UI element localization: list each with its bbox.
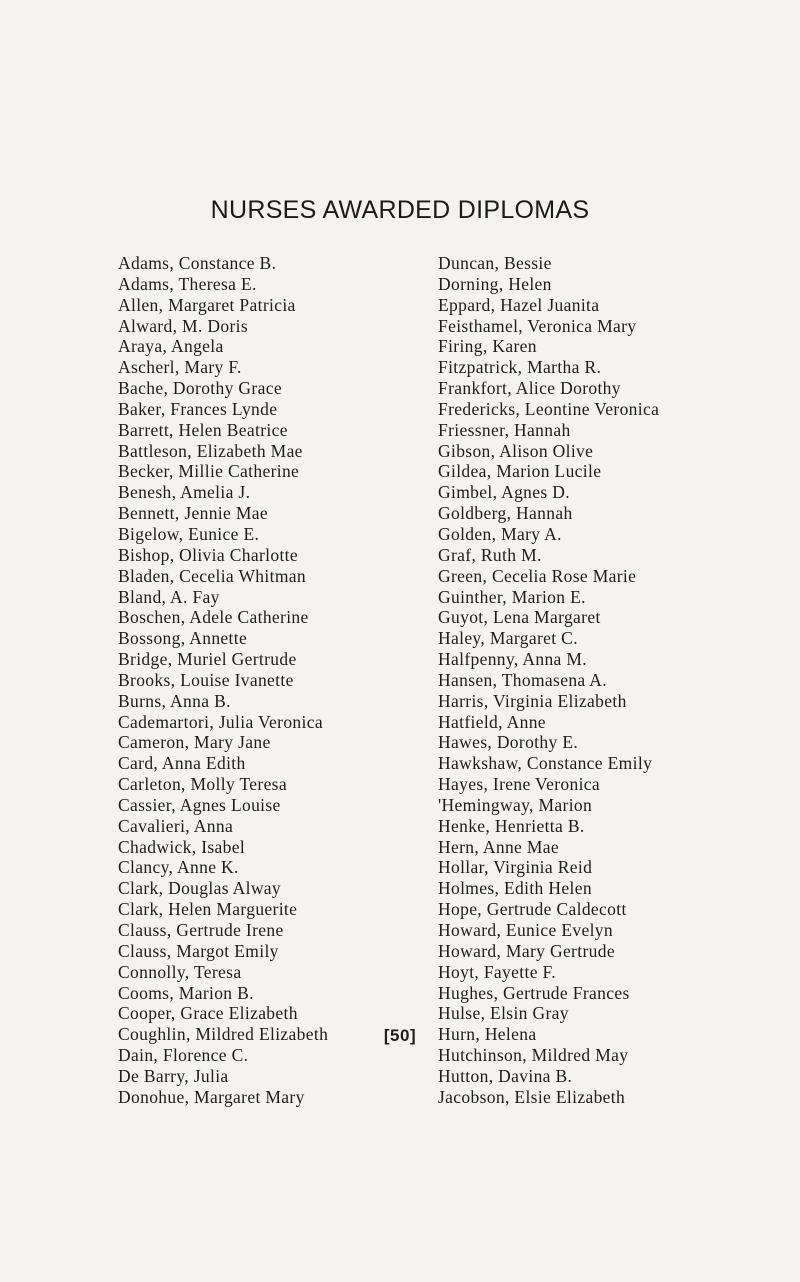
list-item: Bigelow, Eunice E. (118, 523, 260, 544)
list-item: Ascherl, Mary F. (118, 357, 242, 378)
list-item: Cooms, Marion B. (118, 982, 254, 1003)
list-item: Howard, Mary Gertrude (438, 940, 615, 961)
list-item: Clark, Helen Marguerite (118, 899, 298, 920)
list-item: Eppard, Hazel Juanita (438, 294, 600, 315)
list-item: Guinther, Marion E. (438, 586, 586, 607)
names-list-left (118, 253, 328, 1108)
list-item: Henke, Henrietta B. (438, 815, 585, 836)
list-item: Hern, Anne Mae (438, 836, 560, 857)
list-item: Donohue, Margaret Mary (118, 1086, 305, 1107)
list-item: Battleson, Elizabeth Mae (118, 440, 303, 461)
list-item: Hayes, Irene Veronica (438, 774, 601, 795)
list-item: Bridge, Muriel Gertrude (118, 649, 297, 670)
list-item: Cassier, Agnes Louise (118, 794, 281, 815)
list-item: Card, Anna Edith (118, 753, 246, 774)
list-item: Allen, Margaret Patricia (118, 294, 296, 315)
list-item: Bishop, Olivia Charlotte (118, 544, 298, 565)
list-item: Graf, Ruth M. (438, 544, 542, 565)
list-item: Fitzpatrick, Martha R. (438, 357, 602, 378)
list-item: Green, Cecelia Rose Marie (438, 565, 637, 586)
list-item: Becker, Millie Catherine (118, 461, 300, 482)
list-item: Cameron, Mary Jane (118, 732, 271, 753)
list-item: Burns, Anna B. (118, 690, 231, 711)
list-item: Hatfield, Anne (438, 711, 546, 732)
list-item: Feisthamel, Veronica Mary (438, 315, 637, 336)
list-item: Clancy, Anne K. (118, 857, 239, 878)
list-item: Dorning, Helen (438, 273, 552, 294)
list-item: Hawkshaw, Constance Emily (438, 753, 653, 774)
list-item: Hutton, Davina B. (438, 1065, 573, 1086)
list-item: Brooks, Louise Ivanette (118, 669, 294, 690)
list-item: Adams, Constance B. (118, 253, 277, 273)
list-item: Hulse, Elsin Gray (438, 1003, 569, 1024)
list-item: Goldberg, Hannah (438, 503, 573, 524)
list-item: Bossong, Annette (118, 628, 248, 649)
list-item: Hutchinson, Mildred May (438, 1045, 629, 1066)
list-item: Gibson, Alison Olive (438, 440, 594, 461)
list-item: Frankfort, Alice Dorothy (438, 378, 621, 399)
list-item: Gildea, Marion Lucile (438, 461, 602, 482)
list-item: Jacobson, Elsie Elizabeth (438, 1086, 626, 1107)
list-item: Hurn, Helena (438, 1024, 537, 1045)
list-item: Hoyt, Fayette F. (438, 961, 556, 982)
page-number: [50] (383, 1026, 417, 1045)
list-item: Bladen, Cecelia Whitman (118, 565, 307, 586)
list-item: Hollar, Virginia Reid (438, 857, 593, 878)
list-item: Clauss, Gertrude Irene (118, 920, 284, 940)
list-item: Alward, M. Doris (118, 315, 249, 336)
list-item: Araya, Angela (118, 336, 224, 357)
list-item: Connolly, Teresa (118, 961, 242, 982)
list-item: Barrett, Helen Beatrice (118, 419, 288, 440)
list-item: Adams, Theresa E. (118, 273, 257, 294)
list-item: Howard, Eunice Evelyn (438, 920, 614, 940)
page-title: NURSES AWARDED DIPLOMAS (210, 196, 590, 224)
list-item: Holmes, Edith Helen (438, 878, 592, 899)
list-item: Cademartori, Julia Veronica (118, 711, 323, 732)
list-item: Hawes, Dorothy E. (438, 732, 579, 753)
list-item: Hughes, Gertrude Frances (438, 982, 630, 1003)
list-item: Hansen, Thomasena A. (438, 669, 608, 690)
list-item: Friessner, Hannah (438, 419, 571, 440)
list-item: Dain, Florence C. (118, 1045, 249, 1066)
list-item: Firing, Karen (438, 336, 537, 357)
list-item: Benesh, Amelia J. (118, 482, 251, 503)
list-item: Chadwick, Isabel (118, 836, 246, 857)
list-item: Duncan, Bessie (438, 253, 552, 273)
list-item: Carleton, Molly Teresa (118, 774, 287, 795)
list-item: Gimbel, Agnes D. (438, 482, 570, 503)
list-item: Bache, Dorothy Grace (118, 378, 282, 399)
list-item: Bland, A. Fay (118, 586, 220, 607)
list-item: 'Hemingway, Marion (438, 794, 593, 815)
names-list-right (438, 253, 659, 1108)
list-item: Haley, Margaret C. (438, 628, 578, 649)
list-item: Baker, Frances Lynde (118, 398, 278, 419)
list-item: Guyot, Lena Margaret (438, 607, 601, 628)
list-item: Coughlin, Mildred Elizabeth (118, 1024, 329, 1045)
list-item: Cooper, Grace Elizabeth (118, 1003, 298, 1024)
list-item: Boschen, Adele Catherine (118, 607, 309, 628)
list-item: Golden, Mary A. (438, 523, 562, 544)
list-item: Clauss, Margot Emily (118, 940, 279, 961)
list-item: Clark, Douglas Alway (118, 878, 282, 899)
list-item: Halfpenny, Anna M. (438, 649, 588, 670)
list-item: Harris, Virginia Elizabeth (438, 690, 627, 711)
list-item: Hope, Gertrude Caldecott (438, 899, 627, 920)
list-item: Bennett, Jennie Mae (118, 503, 269, 524)
list-item: De Barry, Julia (118, 1065, 229, 1086)
list-item: Cavalieri, Anna (118, 815, 234, 836)
list-item: Fredericks, Leontine Veronica (438, 398, 660, 419)
